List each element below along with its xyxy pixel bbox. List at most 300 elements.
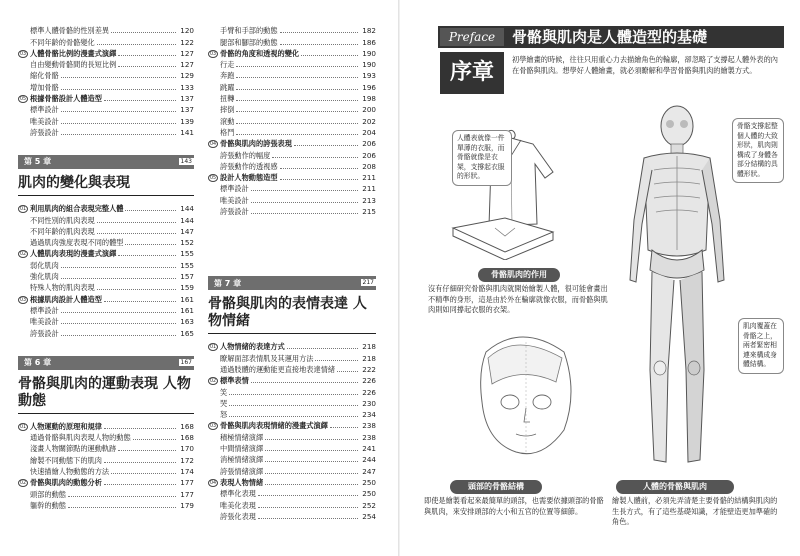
toc-entry-number: 01 <box>209 345 217 351</box>
toc-entry-page: 208 <box>362 161 376 171</box>
dot-leader <box>104 484 176 485</box>
toc-entry-label: 通過骨骼與肌肉表現人物的動態 <box>30 433 131 443</box>
toc-entry-label: 消極情緒演繹 <box>220 455 264 465</box>
dot-leader <box>97 44 176 45</box>
text-role: 沒有仔細研究骨骼與肌肉就開始繪製人體，很可能會畫出不精準的身形，這是由於外在輪廓就像衣服，而骨骼與肌肉則如同撐起衣服的衣架。 <box>428 284 608 314</box>
toc-entry-page: 250 <box>362 489 376 499</box>
toc-entry-label: 誇張設計 <box>220 207 249 217</box>
dot-leader <box>125 244 176 245</box>
toc-entry <box>208 340 376 351</box>
dot-leader <box>265 439 358 440</box>
toc-entry <box>18 103 194 114</box>
toc-entry-label: 利用肌肉的組合表現完整人體 <box>30 204 124 214</box>
toc-entry-page: 211 <box>362 173 376 183</box>
toc-entry <box>208 351 376 362</box>
toc-entry-number: 05 <box>19 97 27 103</box>
toc-entry-page: 238 <box>362 432 376 442</box>
toc-entry-page: 137 <box>180 105 194 115</box>
preface-chapter-label: 序章 <box>440 52 504 94</box>
toc-entry-page: 141 <box>180 127 194 137</box>
section-label-body: 人體的骨骼與肌肉 <box>616 480 734 494</box>
dot-leader <box>104 100 176 101</box>
toc-entry-page: 144 <box>180 215 194 225</box>
dot-leader <box>258 495 358 496</box>
toc-entry-label: 誇張化表現 <box>220 511 256 521</box>
preface-word: Preface <box>440 28 504 46</box>
toc-entry <box>208 80 376 91</box>
toc-entry-page: 193 <box>362 71 376 81</box>
dot-leader <box>265 473 358 474</box>
toc-entry-label: 繪製不同動態下的肌肉 <box>30 455 102 465</box>
toc-entry-page: 226 <box>362 387 376 397</box>
toc-list-ch5 <box>18 202 194 338</box>
toc-entry-label: 根據骨骼設計人體造型 <box>30 94 102 104</box>
toc-entry <box>18 258 194 269</box>
toc-entry-page: 213 <box>362 195 376 205</box>
toc-entry-page: 182 <box>362 26 376 36</box>
toc-entry <box>208 374 376 385</box>
dot-leader <box>280 32 358 33</box>
toc-entry <box>18 126 194 137</box>
chapter-7-header <box>208 276 376 290</box>
toc-entry-number: 03 <box>209 51 217 57</box>
chapter-6-title: 骨骼與肌肉的運動表現 人物動態 <box>18 376 194 414</box>
toc-entry <box>208 160 376 171</box>
chapter-6-label: 第 6 章 <box>24 358 52 368</box>
toc-entry <box>208 148 376 159</box>
toc-entry-label: 設計人物動態造型 <box>220 173 278 183</box>
toc-entry <box>208 182 376 193</box>
toc-entry <box>18 35 194 46</box>
dot-leader <box>118 450 176 451</box>
toc-entry-label: 淺畫人物關節點的運動軌跡 <box>30 444 117 454</box>
toc-entry <box>18 202 194 213</box>
dot-leader <box>330 427 358 428</box>
toc-entry <box>208 205 376 216</box>
toc-entry <box>18 476 194 487</box>
head-illustration <box>446 322 596 472</box>
toc-entry-page: 226 <box>362 376 376 386</box>
toc-entry-page: 200 <box>362 105 376 115</box>
dot-leader <box>61 123 176 124</box>
toc-entry-label: 腿部和腳部的動態 <box>220 37 278 47</box>
toc-entry <box>208 397 376 408</box>
toc-entry-label: 骨骼與肌肉表現情緒的漫畫式演繹 <box>220 421 328 431</box>
toc-entry <box>18 213 194 224</box>
toc-column-1 <box>18 24 194 510</box>
toc-entry <box>208 92 376 103</box>
toc-column-2 <box>208 24 376 521</box>
toc-entry <box>18 270 194 281</box>
chapter-7-title: 骨骼與肌肉的表情表達 人物情緒 <box>208 296 376 334</box>
toc-entry <box>208 103 376 114</box>
toc-entry-page: 204 <box>362 127 376 137</box>
toc-entry-label: 標準設計 <box>220 184 249 194</box>
toc-entry-label: 特殊人物的肌肉表現 <box>30 283 95 293</box>
toc-entry-page: 157 <box>180 272 194 282</box>
dot-leader <box>61 89 176 90</box>
callout-bone-text: 骨骼支撐起整個人體的大致形狀，肌肉則構成了身體各部分結構的具體形狀。 <box>732 118 784 183</box>
dot-leader <box>236 100 358 101</box>
toc-entry-page: 120 <box>180 26 194 36</box>
section-label-head: 頭部的骨骼結構 <box>450 480 542 494</box>
toc-entry-page: 202 <box>362 116 376 126</box>
toc-entry-label: 標準人體骨骼的性別差異 <box>30 26 110 36</box>
toc-entry <box>208 35 376 46</box>
toc-entry <box>208 24 376 35</box>
callout-muscle <box>738 318 784 374</box>
toc-entry-page: 190 <box>362 60 376 70</box>
toc-entry-page: 250 <box>362 477 376 487</box>
chapter-6-page: 167 <box>180 358 192 366</box>
toc-entry-number: 04 <box>209 142 217 148</box>
toc-entry-label: 唯美設計 <box>30 317 59 327</box>
toc-entry-label: 縮化骨骼 <box>30 71 59 81</box>
dot-leader <box>272 157 358 158</box>
toc-entry-page: 218 <box>362 342 376 352</box>
dot-leader <box>337 371 358 372</box>
toc-entry <box>18 114 194 125</box>
dot-leader <box>280 44 358 45</box>
toc-entry-label: 摔倒 <box>220 105 235 115</box>
dot-leader <box>229 394 358 395</box>
dot-leader <box>301 55 358 56</box>
toc-entry-label: 軀幹的動態 <box>30 500 66 510</box>
toc-entry-page: 127 <box>180 48 194 58</box>
dot-leader <box>111 473 176 474</box>
toc-entry <box>208 114 376 125</box>
dot-leader <box>97 289 176 290</box>
dot-leader <box>104 462 176 463</box>
toc-entry-page: 168 <box>180 433 194 443</box>
dot-leader <box>61 77 176 78</box>
toc-entry-label: 怒 <box>220 410 228 420</box>
toc-entry-label: 不同性別的肌肉表現 <box>30 215 95 225</box>
toc-entry-page: 254 <box>362 511 376 521</box>
toc-entry <box>208 442 376 453</box>
toc-entry <box>208 487 376 498</box>
toc-list-ch6 <box>18 420 194 510</box>
toc-entry-label: 瞭解面部表情肌及其運用方法 <box>220 353 314 363</box>
toc-entry <box>18 281 194 292</box>
toc-entry-page: 152 <box>180 238 194 248</box>
toc-entry-label: 不同年齡的肌肉表現 <box>30 226 95 236</box>
toc-entry-page: 244 <box>362 455 376 465</box>
callout-bone <box>732 118 784 183</box>
toc-list-ch7 <box>208 340 376 521</box>
toc-entry <box>208 137 376 148</box>
toc-entry-label: 表現人物情緒 <box>220 477 264 487</box>
toc-entry-page: 247 <box>362 466 376 476</box>
toc-entry <box>18 326 194 337</box>
toc-entry <box>208 69 376 80</box>
toc-entry-page: 174 <box>180 467 194 477</box>
dot-leader <box>61 323 176 324</box>
toc-entry <box>18 24 194 35</box>
toc-entry-page: 137 <box>180 94 194 104</box>
toc-entry-label: 誇張設計 <box>30 328 59 338</box>
toc-entry-label: 誇張動作的幅度 <box>220 150 271 160</box>
toc-entry <box>18 69 194 80</box>
toc-entry-page: 155 <box>180 249 194 259</box>
dot-leader <box>61 134 176 135</box>
toc-entry-page: 186 <box>362 37 376 47</box>
toc-entry-label: 積極情緒演繹 <box>220 432 264 442</box>
toc-entry <box>208 193 376 204</box>
toc-entry <box>18 225 194 236</box>
toc-entry-page: 241 <box>362 444 376 454</box>
toc-entry <box>18 304 194 315</box>
dot-leader <box>265 461 358 462</box>
toc-entry <box>208 498 376 509</box>
toc-entry-label: 扭轉 <box>220 94 235 104</box>
section-label-role: 骨骼肌肉的作用 <box>478 268 560 282</box>
toc-entry-label: 過過肌肉強度表現不同的體型 <box>30 238 124 248</box>
toc-entry-page: 252 <box>362 500 376 510</box>
toc-entry <box>208 476 376 487</box>
toc-entry-label: 誇張設計 <box>30 127 59 137</box>
dot-leader <box>229 405 358 406</box>
preface-page <box>400 0 800 556</box>
preface-intro: 初學繪畫的時候，往往只用重心力去描繪角色的輪廓，卻忽略了支撐起人體外表的內在骨骼與肌肉。想學好人體繪畫，就必須瞭解和學習骨骼與肌肉的繪製方式。 <box>512 55 778 75</box>
dot-leader <box>236 77 358 78</box>
toc-list-ch4-tail <box>18 24 194 137</box>
toc-entry-page: 165 <box>180 328 194 338</box>
toc-entry-number: 01 <box>19 424 27 430</box>
toc-entry-page: 122 <box>180 37 194 47</box>
toc-entry-page: 159 <box>180 283 194 293</box>
toc-entry-label: 標準設計 <box>30 305 59 315</box>
toc-entry-page: 133 <box>180 82 194 92</box>
toc-entry-page: 161 <box>180 305 194 315</box>
chapter-6-header <box>18 356 194 370</box>
toc-entry <box>208 464 376 475</box>
toc-entry <box>208 363 376 374</box>
toc-entry-label: 笑 <box>220 387 228 397</box>
text-body: 繪製人體前，必須先弄清楚主要骨骼的結構與肌肉的生長方式，有了這些基礎知識，才能壁造更加準確的角色。 <box>612 496 778 526</box>
toc-entry-label: 誇張情緒演繹 <box>220 466 264 476</box>
chapter-5-label: 第 5 章 <box>24 157 52 167</box>
preface-title: 骨骼與肌肉是人體造型的基礎 <box>512 28 708 46</box>
dot-leader <box>229 416 358 417</box>
dot-leader <box>61 267 176 268</box>
toc-entry-number: 02 <box>19 481 27 487</box>
toc-entry-label: 行走 <box>220 60 235 70</box>
dot-leader <box>104 428 176 429</box>
toc-entry-label: 格鬥 <box>220 127 235 137</box>
toc-entry-page: 155 <box>180 260 194 270</box>
toc-entry-page: 206 <box>362 139 376 149</box>
toc-entry-page: 190 <box>362 48 376 58</box>
toc-entry <box>208 419 376 430</box>
toc-entry-label: 唯美設計 <box>30 116 59 126</box>
toc-entry-page: 170 <box>180 444 194 454</box>
toc-entry-number: 03 <box>19 51 27 57</box>
toc-entry <box>18 292 194 303</box>
chapter-5-header <box>18 155 194 169</box>
toc-entry-page: 222 <box>362 364 376 374</box>
callout-clothes <box>452 130 512 186</box>
toc-entry <box>208 171 376 182</box>
toc-entry-label: 中間情緒演繹 <box>220 444 264 454</box>
toc-entry-label: 強化肌肉 <box>30 272 59 282</box>
toc-entry-label: 唯美設計 <box>220 195 249 205</box>
toc-entry-page: 179 <box>180 500 194 510</box>
toc-entry <box>18 236 194 247</box>
toc-entry-page: 215 <box>362 207 376 217</box>
toc-entry-page: 144 <box>180 204 194 214</box>
toc-entry-number: 02 <box>19 252 27 258</box>
dot-leader <box>68 496 176 497</box>
dot-leader <box>251 202 358 203</box>
dot-leader <box>68 507 176 508</box>
toc-entry-label: 人物情緒的表達方式 <box>220 342 285 352</box>
toc-entry <box>18 420 194 431</box>
dot-leader <box>287 348 358 349</box>
toc-entry <box>18 247 194 258</box>
dot-leader <box>236 66 358 67</box>
dot-leader <box>118 255 176 256</box>
toc-entry-page: 177 <box>180 478 194 488</box>
chapter-5-title: 肌肉的變化與表現 <box>18 175 194 196</box>
toc-entry <box>208 385 376 396</box>
dot-leader <box>280 168 358 169</box>
toc-entry-number: 02 <box>209 379 217 385</box>
text-head: 即使是繪製看起來最簡單的頭部，也需要依據頭部的骨骼與肌肉，來安排頭部的大小和五官的位置等細節。 <box>424 496 604 516</box>
toc-entry <box>208 453 376 464</box>
toc-entry-page: 127 <box>180 60 194 70</box>
dot-leader <box>236 111 358 112</box>
dot-leader <box>133 439 176 440</box>
toc-entry-label: 骨骼與肌肉的誇張表現 <box>220 139 292 149</box>
toc-entry <box>208 510 376 521</box>
toc-entry-page: 234 <box>362 410 376 420</box>
toc-entry-label: 標準設計 <box>30 105 59 115</box>
toc-entry-page: 129 <box>180 71 194 81</box>
toc-entry-page: 163 <box>180 317 194 327</box>
toc-entry-number: 03 <box>19 297 27 303</box>
toc-entry <box>18 92 194 103</box>
dot-leader <box>236 123 358 124</box>
dot-leader <box>251 382 358 383</box>
toc-entry-page: 172 <box>180 455 194 465</box>
toc-list-ch6-tail <box>208 24 376 216</box>
toc-entry-page: 196 <box>362 82 376 92</box>
toc-entry <box>18 58 194 69</box>
toc-entry-label: 手臂和手部的動態 <box>220 26 278 36</box>
dot-leader <box>118 66 176 67</box>
dot-leader <box>125 210 176 211</box>
dot-leader <box>294 145 358 146</box>
toc-entry-label: 滾動 <box>220 116 235 126</box>
toc-entry-page: 238 <box>362 421 376 431</box>
toc-entry-page: 177 <box>180 489 194 499</box>
toc-entry-number: 03 <box>209 424 217 430</box>
toc-entry-label: 奔跑 <box>220 71 235 81</box>
toc-entry-label: 快速描繪人物動態的方法 <box>30 467 110 477</box>
toc-entry-page: 230 <box>362 398 376 408</box>
chapter-7-label: 第 7 章 <box>214 278 242 288</box>
dot-leader <box>61 278 176 279</box>
toc-entry <box>18 499 194 510</box>
toc-entry-label: 頭部的動態 <box>30 489 66 499</box>
toc-entry-label: 人物運動的原理和規律 <box>30 421 102 431</box>
dot-leader <box>61 312 176 313</box>
dot-leader <box>280 179 358 180</box>
toc-entry-page: 161 <box>180 294 194 304</box>
dot-leader <box>236 134 358 135</box>
dot-leader <box>236 89 358 90</box>
dot-leader <box>265 484 358 485</box>
toc-entry-page: 206 <box>362 150 376 160</box>
toc-entry-label: 根據肌肉設計人體造型 <box>30 294 102 304</box>
toc-entry <box>18 487 194 498</box>
toc-entry-label: 增加骨骼 <box>30 82 59 92</box>
skeleton-muscle-figure <box>622 100 732 480</box>
callout-muscle-text: 肌肉覆蓋在骨骼之上，兩者緊密相連來構成身體結構。 <box>738 318 784 374</box>
toc-entry-number: 05 <box>209 176 217 182</box>
toc-entry <box>208 58 376 69</box>
dot-leader <box>104 301 176 302</box>
toc-entry <box>18 453 194 464</box>
toc-entry-label: 不同年齡的骨骼變化 <box>30 37 95 47</box>
toc-entry-label: 標準表情 <box>220 376 249 386</box>
toc-entry-label: 哭 <box>220 398 228 408</box>
dot-leader <box>61 111 176 112</box>
dot-leader <box>258 518 358 519</box>
toc-entry-page: 139 <box>180 116 194 126</box>
dot-leader <box>118 55 176 56</box>
chapter-7-page: 217 <box>362 279 374 287</box>
toc-entry-page: 211 <box>362 184 376 194</box>
toc-entry-label: 骨骼與肌肉的動態分析 <box>30 478 102 488</box>
toc-entry <box>18 47 194 58</box>
toc-entry-label: 通過肢體的運動能更直接地表達情緒 <box>220 364 336 374</box>
toc-entry <box>18 442 194 453</box>
toc-entry-page: 198 <box>362 94 376 104</box>
toc-entry-label: 骨骼的角度和透視的變化 <box>220 48 300 58</box>
toc-entry-label: 標準化表現 <box>220 489 256 499</box>
toc-entry-label: 自由變動骨骼間的長短比例 <box>30 60 117 70</box>
dot-leader <box>97 222 176 223</box>
toc-entry-number: 04 <box>209 480 217 486</box>
toc-entry <box>208 47 376 58</box>
toc-entry-label: 唯美化表現 <box>220 500 256 510</box>
toc-entry-label: 弱化肌肉 <box>30 260 59 270</box>
dot-leader <box>315 360 358 361</box>
toc-entry <box>18 431 194 442</box>
toc-entry-page: 218 <box>362 353 376 363</box>
dot-leader <box>111 32 176 33</box>
toc-entry-number: 01 <box>19 207 27 213</box>
toc-entry <box>18 465 194 476</box>
toc-entry-label: 人體骨骼比例的漫畫式演繹 <box>30 48 117 58</box>
toc-entry-label: 誇張動作的透視感 <box>220 161 278 171</box>
toc-entry <box>18 80 194 91</box>
dot-leader <box>97 233 176 234</box>
toc-entry <box>18 315 194 326</box>
toc-entry <box>208 430 376 441</box>
dot-leader <box>61 335 176 336</box>
chapter-5-page: 143 <box>180 157 192 165</box>
callout-clothes-text: 人體表就像一件單薄的衣服，而骨骼就像是衣架，支撐起衣服的形狀。 <box>452 130 512 186</box>
dot-leader <box>265 450 358 451</box>
toc-entry-page: 168 <box>180 421 194 431</box>
dot-leader <box>251 190 358 191</box>
toc-entry-page: 147 <box>180 226 194 236</box>
toc-entry-label: 人體肌肉表現的漫畫式演繹 <box>30 249 117 259</box>
toc-entry-label: 跳躍 <box>220 82 235 92</box>
